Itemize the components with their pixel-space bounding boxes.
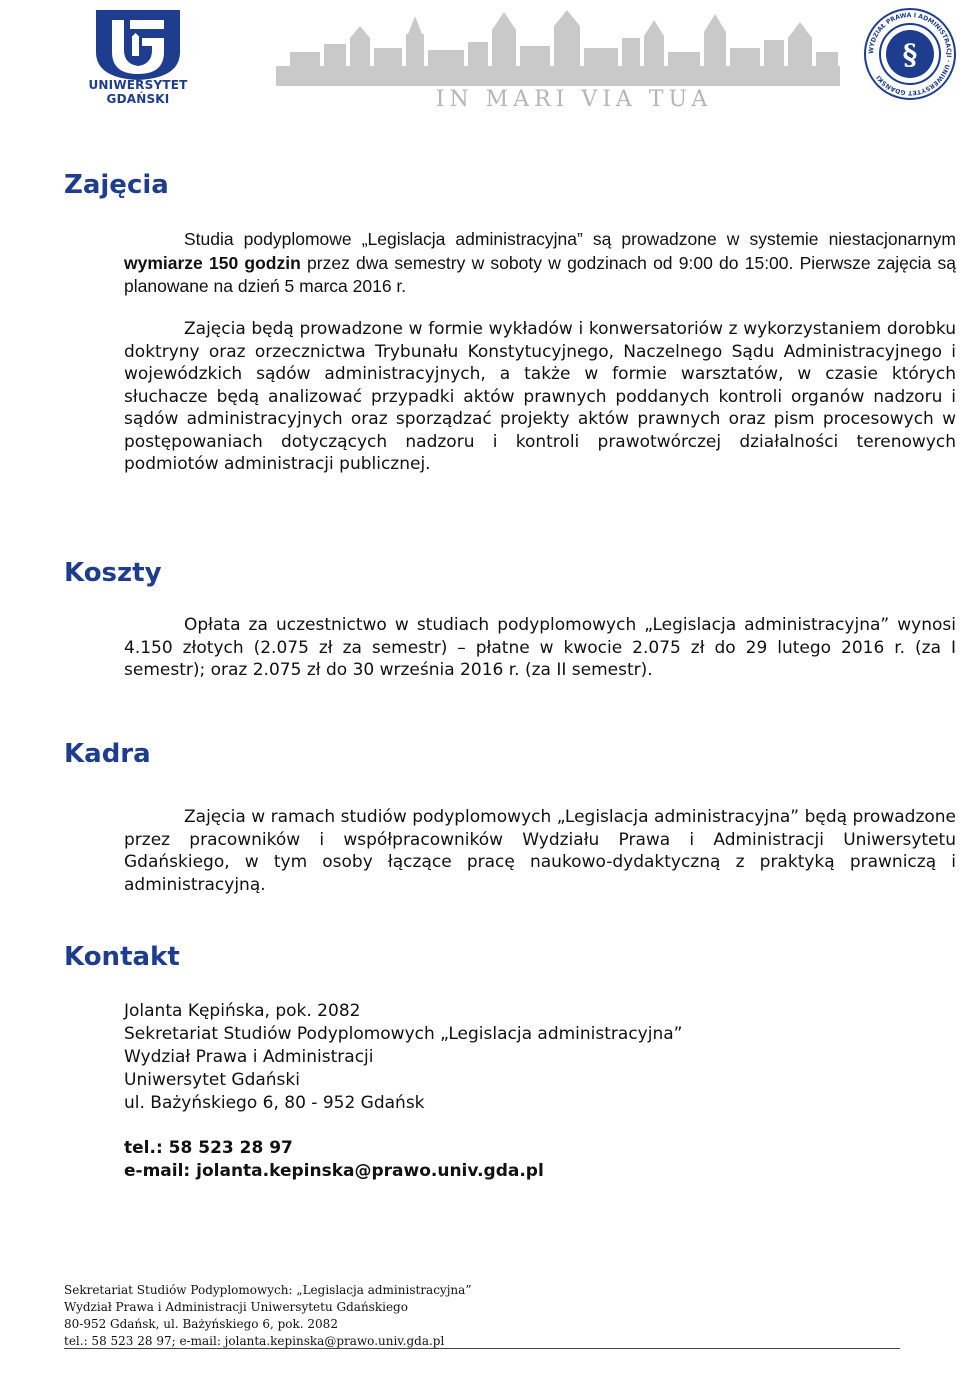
gdansk-skyline-icon bbox=[276, 8, 840, 86]
contact-email: e-mail: jolanta.kepinska@prawo.univ.gda.pl bbox=[124, 1161, 544, 1181]
contact-faculty: Wydział Prawa i Administracji bbox=[124, 1047, 374, 1067]
section-title-kontakt: Kontakt bbox=[64, 942, 180, 972]
contact-name: Jolanta Kępińska, pok. 2082 bbox=[124, 1001, 361, 1021]
contact-university: Uniwersytet Gdański bbox=[124, 1070, 300, 1090]
svg-text:WYDZIAŁ PRAWA I ADMINISTRACJI: WYDZIAŁ PRAWA I ADMINISTRACJI · UNIWERSYTET GDAŃSKI bbox=[867, 11, 953, 97]
contact-address: ul. Bażyńskiego 6, 80 - 952 Gdańsk bbox=[124, 1093, 425, 1113]
zajecia-paragraph-1: Studia podyplomowe „Legislacja administracyjna” są prowadzone w systemie niestacjonarnym wymiarze 150 godzin przez dwa semestry w soboty w godzinach od 9:00 do 15:00. Pierwsze zajęcia są planowane na dzień 5 marca 2016 r. bbox=[124, 229, 956, 296]
footer-line: 80-952 Gdańsk, ul. Bażyńskiego 6, pok. 2082 bbox=[64, 1317, 338, 1331]
section-title-zajecia: Zajęcia bbox=[64, 170, 169, 200]
footer-line: tel.: 58 523 28 97; e-mail: jolanta.kepinska@prawo.univ.gda.pl bbox=[64, 1334, 445, 1348]
svg-text:§: § bbox=[902, 38, 918, 71]
footer-line: Wydział Prawa i Administracji Uniwersytetu Gdańskiego bbox=[64, 1300, 408, 1314]
footer-divider bbox=[64, 1348, 900, 1349]
footer-line: Sekretariat Studiów Podyplomowych: „Legislacja administracyjna” bbox=[64, 1283, 472, 1297]
contact-office: Sekretariat Studiów Podyplomowych „Legislacja administracyjna” bbox=[124, 1024, 683, 1044]
section-title-kadra: Kadra bbox=[64, 739, 151, 769]
section-title-koszty: Koszty bbox=[64, 558, 162, 588]
zajecia-paragraph-2: Zajęcia będą prowadzone w formie wykładów i konwersatoriów z wykorzystaniem dorobku doktryny oraz orzecznictwa Trybunału Konstytucyjnego, Naczelnego Sądu Administracyjnego i wojewódzkich sądów administracyjnych, a także w formie warsztatów, w czasie których słuchacze będą analizować przypadki aktów prawnych poddanych kontroli organów nadzoru i sądów administracyjnych oraz sporządzać projekty aktów prawnych oraz pism procesowych w postępowaniach dotyczących nadzoru i kontroli prawotwórczej działalności terenowych podmiotów administracji publicznej. bbox=[124, 319, 956, 474]
page-header bbox=[0, 0, 960, 120]
ug-logo-text: UNIWERSYTET GDAŃSKI bbox=[88, 78, 188, 106]
page-footer bbox=[64, 1282, 924, 1350]
contact-phone: tel.: 58 523 28 97 bbox=[124, 1138, 293, 1158]
svg-text:IN MARI VIA TUA: IN MARI VIA TUA bbox=[435, 87, 713, 112]
koszty-paragraph: Opłata za uczestnictwo w studiach podyplomowych „Legislacja administracyjna” wynosi 4.150 złotych (2.075 zł za semestr) – płatne w kwocie 2.075 zł do 29 lutego 2016 r. (za I semestr); oraz 2.075 zł do 30 września 2016 r. (za II semestr). bbox=[124, 615, 956, 680]
wpia-seal-icon bbox=[862, 6, 958, 102]
motto-icon bbox=[364, 84, 784, 112]
kadra-paragraph: Zajęcia w ramach studiów podyplomowych „Legislacja administracyjna” będą prowadzone przez pracowników i współpracowników Wydziału Prawa i Administracji Uniwersytetu Gdańskiego, w tym osoby łączące pracę naukowo-dydaktyczną z praktyką prawniczą i administracyjną. bbox=[124, 807, 956, 895]
